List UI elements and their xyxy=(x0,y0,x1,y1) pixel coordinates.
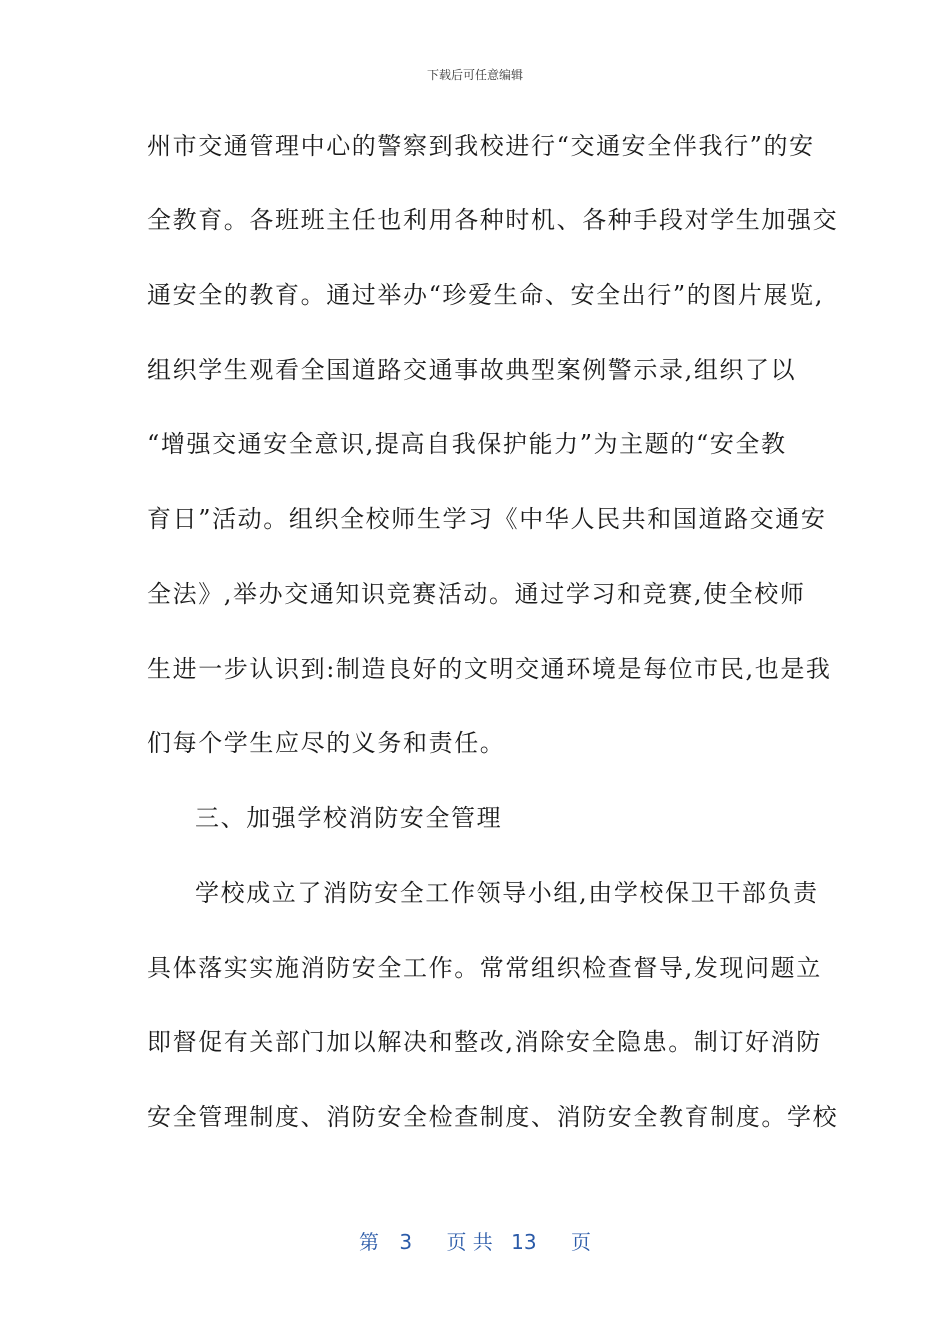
paragraph-line: 全法》,举办交通知识竞赛活动。通过学习和竞赛,使全校师 xyxy=(147,580,806,608)
paragraph-line: 具体落实实施消防安全工作。常常组织检查督导,发现问题立 xyxy=(147,954,822,982)
paragraph-line: 生进一步认识到:制造良好的文明交通环境是每位市民,也是我 xyxy=(147,655,832,683)
paragraph-line: 全教育。各班班主任也利用各种时机、各种手段对学生加强交 xyxy=(147,206,839,234)
section-heading: 三、加强学校消防安全管理 xyxy=(195,804,503,832)
paragraph-line: 育日”活动。组织全校师生学习《中华人民共和国道路交通安 xyxy=(147,505,827,533)
total-pages-number: 13 xyxy=(511,1230,537,1254)
footer-prefix: 第 xyxy=(359,1230,379,1254)
current-page-number: 3 xyxy=(399,1230,413,1254)
paragraph-line: 们每个学生应尽的义务和责任。 xyxy=(147,729,506,757)
paragraph-line: 组织学生观看全国道路交通事故典型案例警示录,组织了以 xyxy=(147,356,797,384)
paragraph-line: 通安全的教育。通过举办“珍爱生命、安全出行”的图片展览, xyxy=(147,281,824,309)
footer-middle: 页 共 xyxy=(446,1230,493,1254)
page-header: 下载后可任意编辑 xyxy=(426,68,523,82)
paragraph-line: 即督促有关部门加以解决和整改,消除安全隐患。制订好消防 xyxy=(147,1028,822,1056)
paragraph-line: 安全管理制度、消防安全检查制度、消防安全教育制度。学校 xyxy=(147,1103,839,1131)
paragraph-line: “增强交通安全意识,提高自我保护能力”为主题的“安全教 xyxy=(147,430,787,458)
footer-suffix: 页 xyxy=(570,1230,591,1254)
paragraph-line: 州市交通管理中心的警察到我校进行“交通安全伴我行”的安 xyxy=(147,132,815,160)
paragraph-line: 学校成立了消防安全工作领导小组,由学校保卫干部负责 xyxy=(195,879,819,907)
page-footer xyxy=(0,1226,950,1255)
